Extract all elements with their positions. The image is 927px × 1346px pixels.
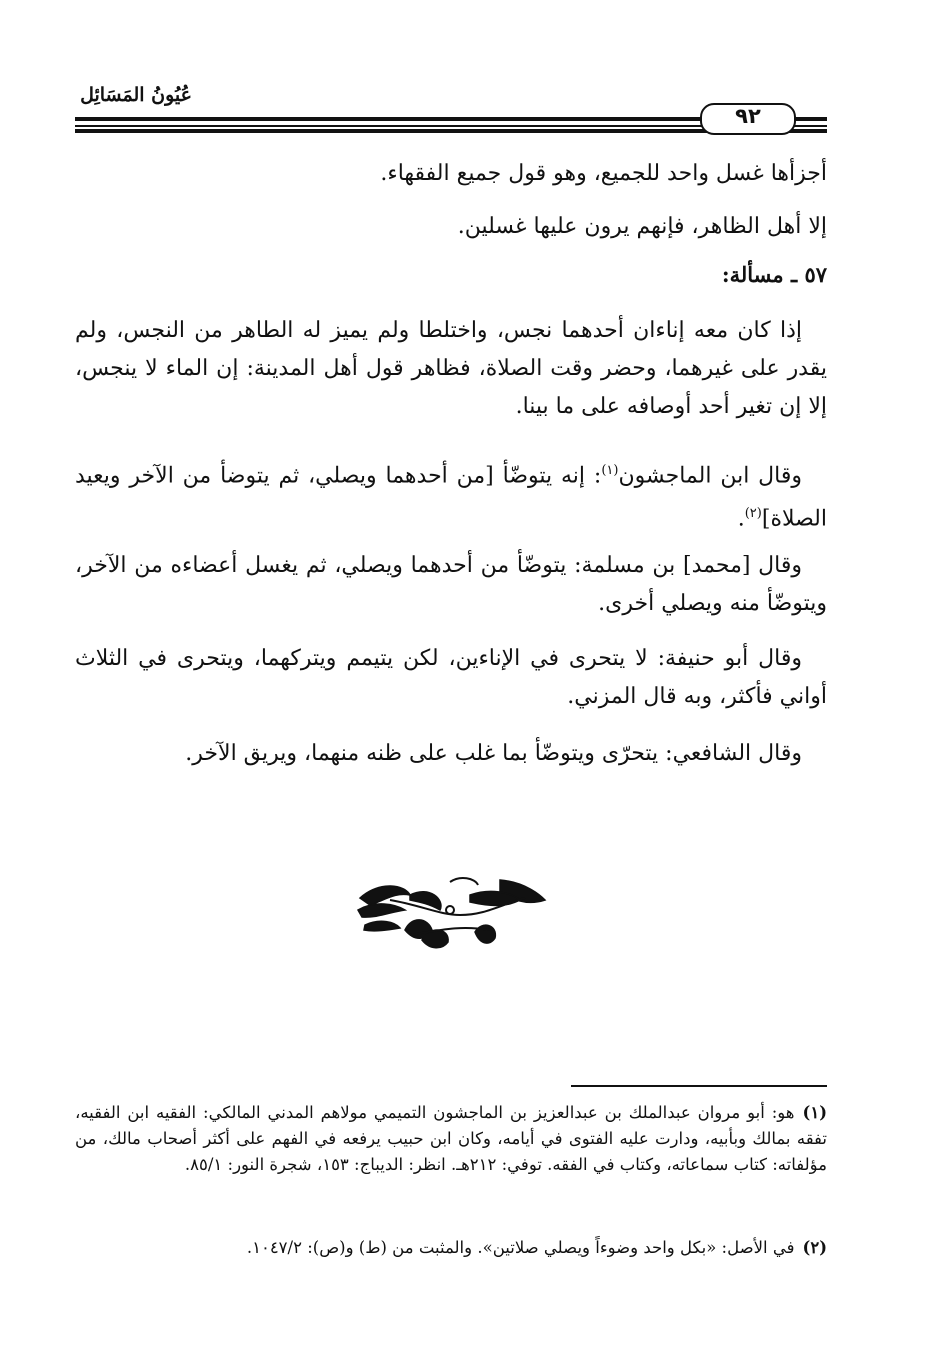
paragraph-5: وقال [محمد] بن مسلمة: يتوضّأ من أحدهما ويصلي، ثم يغسل أعضاءه من الآخر، ويتوضّأ منه ويصلي أخرى.	[75, 553, 827, 616]
footnote-1	[75, 1100, 827, 1178]
paragraph-6: وقال أبو حنيفة: لا يتحرى في الإناءين، لكن يتيمم ويتركهما، ويتحرى في الثلاث أواني فأكثر، وبه قال المزني.	[75, 646, 827, 709]
paragraph-4-text-a: وقال ابن الماجشون	[618, 463, 802, 489]
footnote-ref-1: (١)	[601, 463, 619, 478]
footnote-1-text: هو: أبو مروان عبدالملك بن عبدالعزيز بن الماجشون التميمي مولاهم المدني المالكي: الفقيه ابن الفقيه، تفقه بمالك وبأبيه، ودارت عليه الفتوى في أيامه، وكان ابن حبيب يرفعه في الفهم على أكثر أصحاب مالك، من مؤلفاته: كتاب سماعاته، وكتاب في الفقه. توفي: ٢١٢هـ. انظر: الديباج: ١٥٣، شجرة النور: ٨٥/١.	[75, 1103, 827, 1174]
paragraph-4-text-b: : إنه يتوضّأ [من أحدهما ويصلي، ثم يتوضأ من الآخر ويعيد الصلاة]	[75, 463, 827, 532]
footnote-ref-2: (٢)	[744, 506, 762, 522]
paragraph-2: إلا أهل الظاهر، فإنهم يرون عليها غسلين.	[457, 214, 827, 239]
paragraph-4	[75, 452, 827, 539]
paragraph-3: إذا كان معه إناءان أحدهما نجس، واختلطا ولم يميز له الطاهر من النجس، ولم يقدر على غيرهما، وحضر وقت الصلاة، فظاهر قول أهل المدينة: إن الماء لا ينجس، إلا إن تغير أحد أوصافه على ما بينا.	[75, 318, 827, 419]
issue-heading: ٥٧ ـ مسألة:	[721, 262, 827, 287]
footnote-2	[75, 1235, 827, 1261]
footnote-separator	[571, 1085, 827, 1087]
floral-ornament-icon	[350, 870, 550, 955]
footnote-1-number: (١)	[802, 1103, 827, 1122]
book-title: عُيُونُ المَسَائِل	[80, 84, 192, 106]
paragraph-7: وقال الشافعي: يتحرّى ويتوضّأ بما غلب على ظنه منهما، ويريق الآخر.	[185, 741, 802, 766]
footnote-2-number: (٢)	[802, 1238, 827, 1257]
footnote-2-text: في الأصل: «بكل واحد وضوءاً ويصلي صلاتين». والمثبت من (ط) و(ص): ١٠٤٧/٢.	[246, 1238, 795, 1257]
paragraph-1: أجزأها غسل واحد للجميع، وهو قول جميع الفقهاء.	[380, 161, 827, 186]
paragraph-4-text-c: .	[737, 506, 745, 532]
page-number: ٩٢	[735, 104, 761, 128]
